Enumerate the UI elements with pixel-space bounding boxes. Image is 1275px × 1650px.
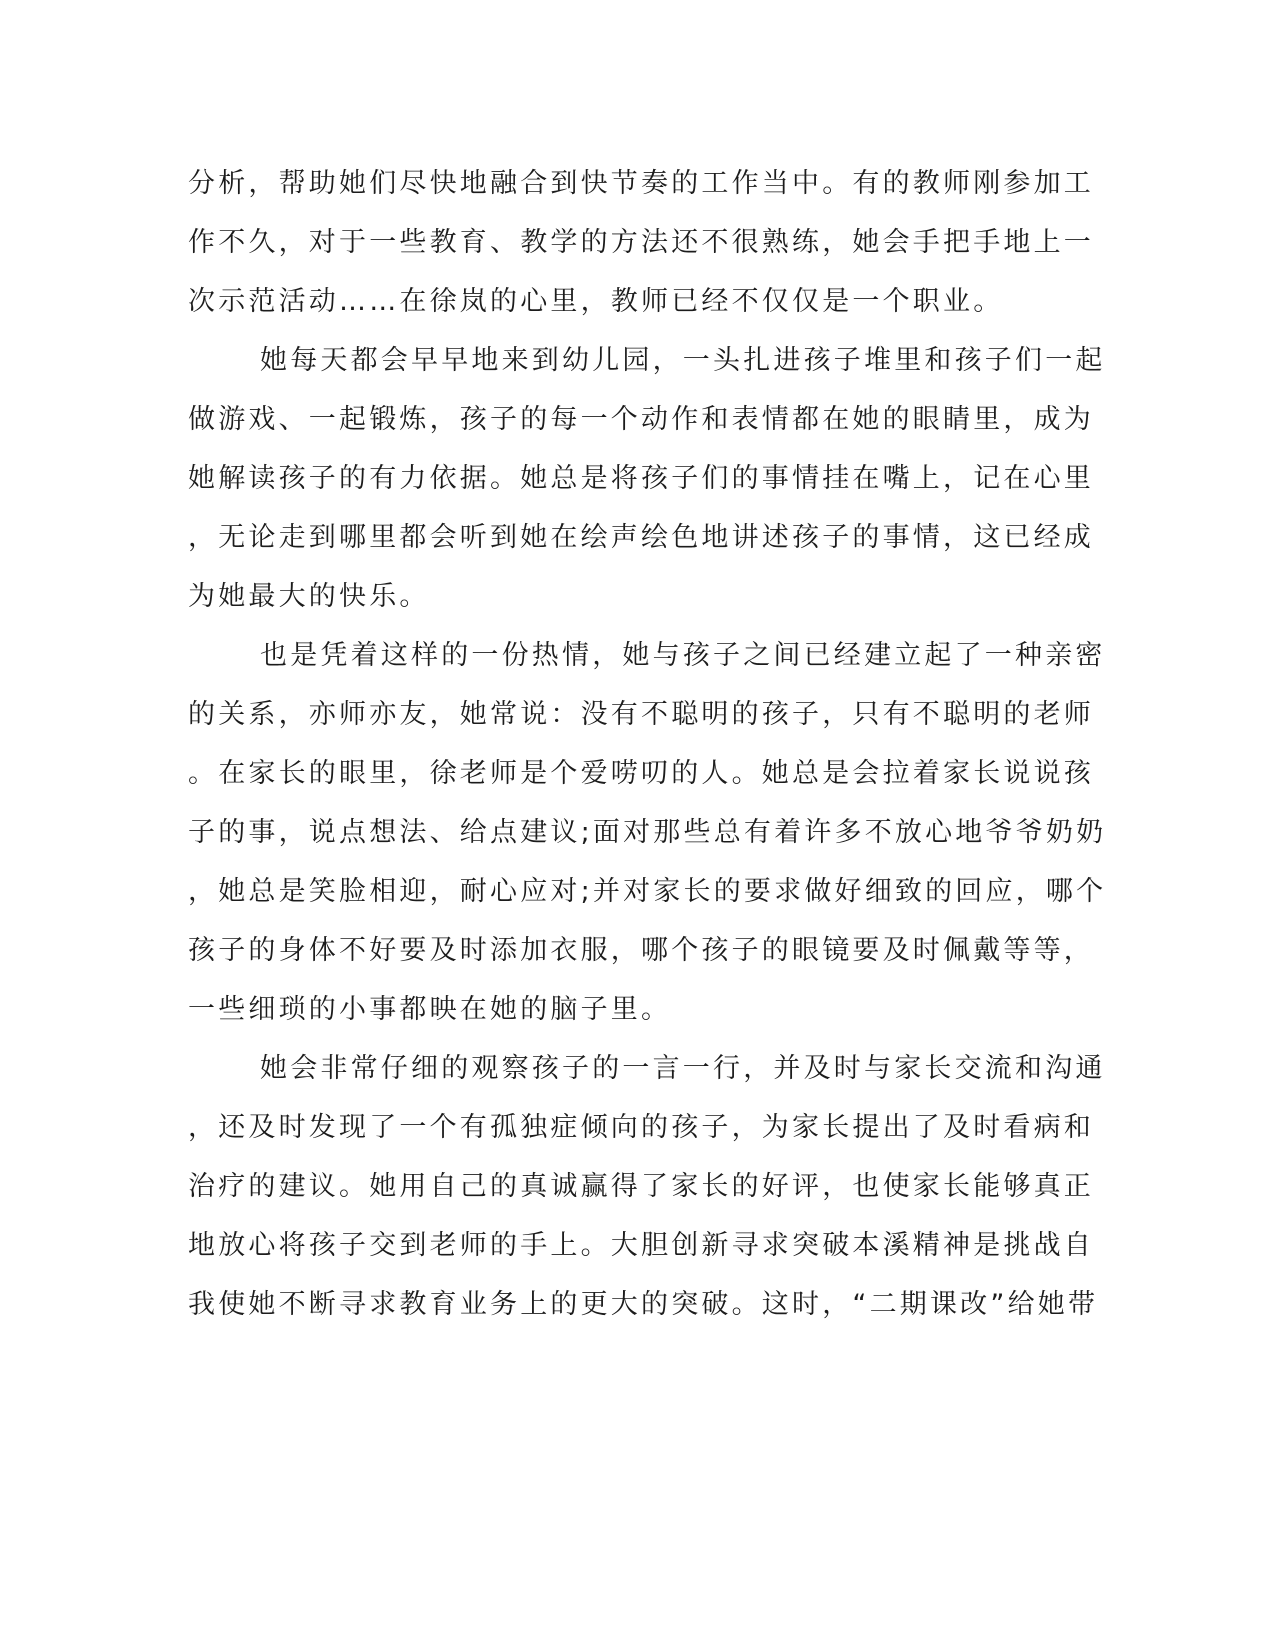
text-line: 分析，帮助她们尽快地融合到快节奏的工作当中。有的教师刚参加工 <box>188 168 1094 199</box>
text-line: 子的事，说点想法、给点建议;面对那些总有着许多不放心地爷爷奶奶 <box>188 817 1107 848</box>
text-line: 地放心将孩子交到老师的手上。大胆创新寻求突破本溪精神是挑战自 <box>188 1230 1094 1261</box>
text-line: 的关系，亦师亦友，她常说：没有不聪明的孩子，只有不聪明的老师 <box>188 699 1094 730</box>
text-line: 次示范活动……在徐岚的心里，教师已经不仅仅是一个职业。 <box>188 286 1004 317</box>
text-line: ，无论走到哪里都会听到她在绘声绘色地讲述孩子的事情，这已经成 <box>188 522 1094 553</box>
text-line: 一些细琐的小事都映在她的脑子里。 <box>188 994 672 1025</box>
text-line: 。在家长的眼里，徐老师是个爱唠叨的人。她总是会拉着家长说说孩 <box>188 758 1094 789</box>
paragraph-first-line: 她每天都会早早地来到幼儿园，一头扎进孩子堆里和孩子们一起 <box>260 345 1106 376</box>
text-line: 孩子的身体不好要及时添加衣服，哪个孩子的眼镜要及时佩戴等等， <box>188 935 1094 966</box>
text-line: 做游戏、一起锻炼，孩子的每一个动作和表情都在她的眼睛里，成为 <box>188 404 1094 435</box>
text-line: 为她最大的快乐。 <box>188 581 430 612</box>
text-line: 她解读孩子的有力依据。她总是将孩子们的事情挂在嘴上，记在心里 <box>188 463 1094 494</box>
paragraph-first-line: 也是凭着这样的一份热情，她与孩子之间已经建立起了一种亲密 <box>260 640 1106 671</box>
paragraph-first-line: 她会非常仔细的观察孩子的一言一行，并及时与家长交流和沟通 <box>260 1053 1106 1084</box>
text-line: 作不久，对于一些教育、教学的方法还不很熟练，她会手把手地上一 <box>188 227 1094 258</box>
text-line: ，还及时发现了一个有孤独症倾向的孩子，为家长提出了及时看病和 <box>188 1112 1094 1143</box>
text-line: 我使她不断寻求教育业务上的更大的突破。这时，“二期课改”给她带 <box>188 1289 1099 1320</box>
text-line: 治疗的建议。她用自己的真诚赢得了家长的好评，也使家长能够真正 <box>188 1171 1094 1202</box>
text-line: ，她总是笑脸相迎，耐心应对;并对家长的要求做好细致的回应，哪个 <box>188 876 1107 907</box>
